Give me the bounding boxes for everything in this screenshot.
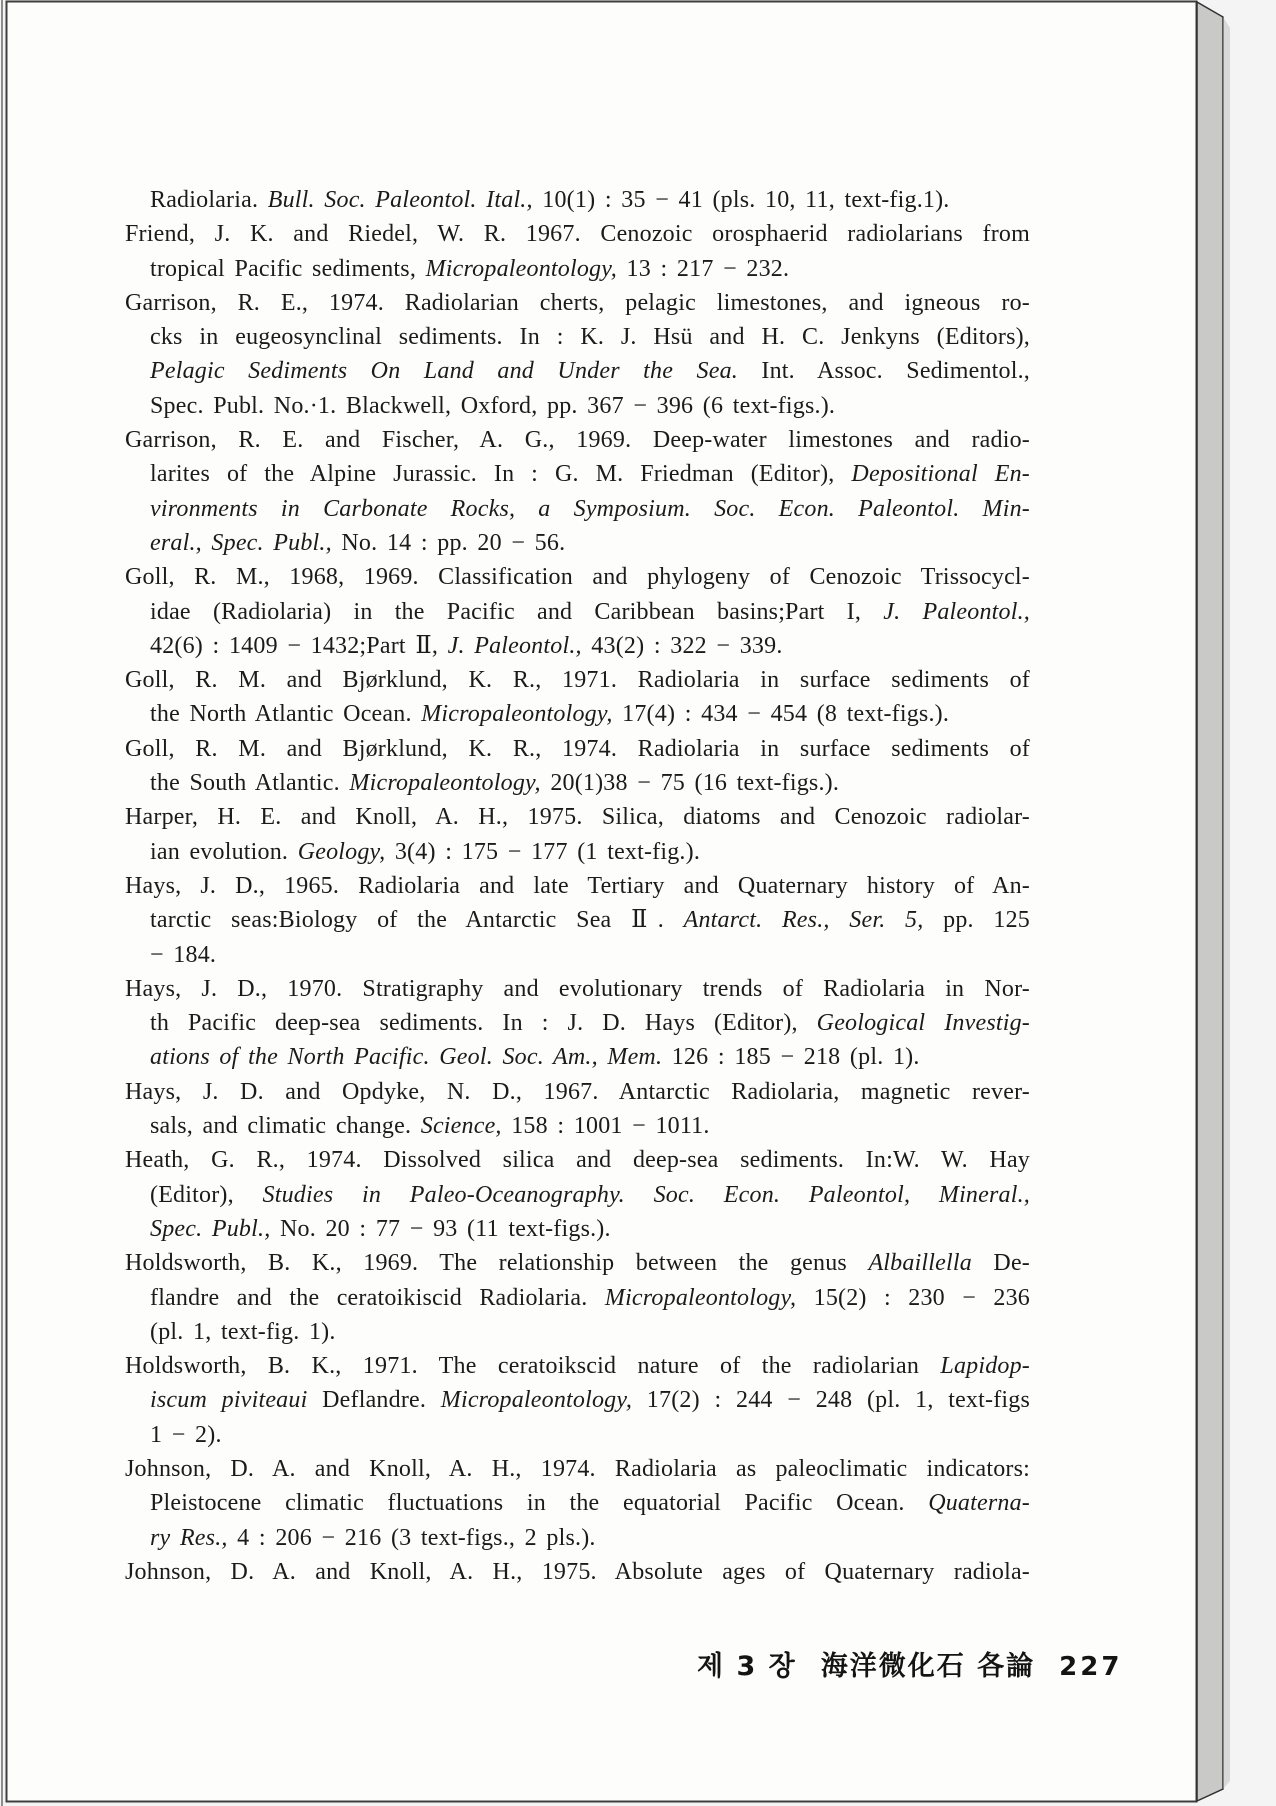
reference-text-italic: Micropaleontology, [421,701,613,728]
reference-text: Pleistocene climatic fluctuations in the equatorial Pacific Ocean. [150,1490,929,1517]
reference-text-italic: J. Paleontol., [883,598,1030,625]
reference-text: Spec. Publ. No.·1. Blackwell, Oxford, pp. 367 − 396 (6 text-figs.). [150,392,836,419]
reference-text-italic: J. Paleontol., [447,632,582,659]
reference-line [125,217,1030,251]
reference-text: No. 20 : 77 − 93 (11 text-figs.). [270,1215,611,1242]
reference-line [125,903,1030,937]
reference-line [125,1383,1030,1417]
reference-text: Friend, J. K. and Riedel, W. R. 1967. Cenozoic orosphaerid radiolarians from [125,221,1030,248]
reference-entry [125,1349,1030,1452]
reference-text: Johnson, D. A. and Knoll, A. H., 1974. Radiolaria as paleoclimatic indicators: [125,1455,1030,1482]
reference-entry [125,972,1030,1075]
reference-text: 3(4) : 175 − 177 (1 text-fig.). [385,838,701,865]
reference-entry [125,183,1030,217]
reference-entry [125,732,1030,801]
reference-entry [125,1555,1030,1589]
reference-text: Heath, G. R., 1974. Dissolved silica and deep-sea sediments. In:W. W. Hay [125,1147,1030,1174]
reference-text: larites of the Alpine Jurassic. In : G. M. Friedman (Editor), [150,461,852,488]
reference-line [125,1521,1030,1555]
reference-text-italic: Micropaleontology, [440,1387,633,1414]
reference-text-italic: vironments in Carbonate Rocks, a Symposium. Soc. Econ. Paleontol. Min- [150,495,1030,522]
reference-line [125,1075,1030,1109]
reference-text: Int. Assoc. Sedimentol., [737,358,1030,385]
reference-entry [125,1075,1030,1144]
reference-text: Radiolaria. [150,187,268,213]
reference-text-italic: Depositional En- [851,461,1030,488]
reference-text-italic: Antarct. Res., Ser. 5, [683,907,924,934]
reference-text: Johnson, D. A. and Knoll, A. H., 1975. Absolute ages of Quaternary radiola- [125,1558,1030,1585]
reference-text: pp. 125 [923,907,1031,934]
references-list [125,183,1030,1589]
reference-text: Holdsworth, B. K., 1971. The ceratoikscid nature of the radiolarian [125,1353,941,1380]
reference-line [125,354,1030,388]
reference-text: the North Atlantic Ocean. [150,701,422,728]
reference-text: 17(2) : 244 − 248 (pl. 1, text-figs [632,1387,1030,1414]
reference-text-italic: Geological Investig- [816,1010,1031,1037]
reference-text-italic: Studies in Paleo-Oceanography. Soc. Econ. Paleontol, Mineral., [262,1181,1030,1208]
reference-line [125,252,1030,286]
reference-text: flandre and the ceratoikiscid Radiolaria. [150,1284,605,1311]
reference-text-italic: Lapidop- [940,1353,1030,1380]
reference-line [125,595,1030,629]
reference-text: idae (Radiolaria) in the Pacific and Caribbean basins;Part I, [150,598,884,625]
reference-text: Goll, R. M. and Bjørklund, K. R., 1974. Radiolaria in surface sediments of [125,735,1030,762]
reference-text: (Editor), [150,1181,263,1208]
reference-text: Goll, R. M. and Bjørklund, K. R., 1971. Radiolaria in surface sediments of [125,667,1030,694]
reference-line [125,492,1030,526]
reference-line [125,389,1030,423]
reference-line [125,457,1030,491]
reference-line [125,1040,1030,1074]
reference-text-italic: Quaterna- [928,1490,1030,1517]
reference-line [125,183,1030,217]
reference-text: cks in eugeosynclinal sediments. In : K. J. Hsü and H. C. Jenkyns (Editors), [150,324,1030,351]
reference-text: Garrison, R. E. and Fischer, A. G., 1969. Deep-water limestones and radio- [125,427,1030,454]
reference-text: Garrison, R. E., 1974. Radiolarian cherts, pelagic limestones, and igneous ro- [125,289,1030,316]
page-footer [697,1644,1122,1683]
reference-line [125,1006,1030,1040]
reference-entry [125,1452,1030,1555]
reference-line [125,423,1030,457]
reference-entry [125,560,1030,663]
reference-text: 17(4) : 434 − 454 (8 text-figs.). [612,701,950,728]
reference-text: Hays, J. D., 1970. Stratigraphy and evolutionary trends of Radiolaria in Nor- [125,975,1030,1002]
reference-text: 42(6) : 1409 − 1432;Part Ⅱ, [150,632,448,659]
reference-text: tarctic seas:Biology of the Antarctic Sea Ⅱ. [150,907,684,934]
reference-text: sals, and climatic change. [150,1113,421,1140]
reference-text-italic: Albaillella [868,1250,972,1277]
reference-text-italic: Micropaleontology, [425,255,617,282]
reference-text: Harper, H. E. and Knoll, A. H., 1975. Silica, diatoms and Cenozoic radiolar- [125,804,1030,831]
reference-text: 43(2) : 322 − 339. [581,632,783,659]
reference-line [125,320,1030,354]
reference-text: No. 14 : pp. 20 − 56. [331,529,566,556]
reference-text: 1 − 2). [150,1421,222,1448]
reference-line [125,938,1030,972]
reference-line [125,1452,1030,1486]
reference-line [125,869,1030,903]
reference-text: Goll, R. M., 1968, 1969. Classification and phylogeny of Cenozoic Trissocycl- [125,564,1030,591]
reference-line [125,1555,1030,1589]
reference-line [125,1212,1030,1246]
reference-line [125,1349,1030,1383]
reference-line [125,732,1030,766]
reference-text-italic: Geology, [297,838,386,865]
reference-line [125,697,1030,731]
reference-entry [125,1143,1030,1246]
reference-text: 20(1)38 − 75 (16 text-figs.). [540,770,840,797]
reference-text: − 184. [150,941,217,968]
reference-text-italic: Science, [420,1113,502,1140]
reference-text-italic: eral., Spec. Publ., [150,529,332,556]
reference-text: tropical Pacific sediments, [150,255,426,282]
reference-line [125,629,1030,663]
reference-line [125,1418,1030,1452]
reference-line [125,1143,1030,1177]
reference-line [125,526,1030,560]
reference-text: 15(2) : 230 − 236 [796,1284,1030,1311]
reference-text: ian evolution. [150,838,298,865]
reference-line [125,663,1030,697]
reference-text-italic: Spec. Publ., [150,1215,271,1242]
reference-line [125,766,1030,800]
reference-entry [125,663,1030,732]
reference-text-italic: ations of the North Pacific. Geol. Soc. Am., Mem. [150,1044,663,1071]
reference-text-italic: Micropaleontology, [349,770,541,797]
reference-line [125,1109,1030,1143]
reference-text: (pl. 1, text-fig. 1). [150,1318,336,1345]
reference-line [125,972,1030,1006]
reference-entry [125,1246,1030,1349]
reference-text: 10(1) : 35 − 41 (pls. 10, 11, text-fig.1). [532,187,950,213]
reference-text-italic: iscum piviteaui [150,1387,308,1414]
reference-text: 13 : 217 − 232. [616,255,790,282]
reference-line [125,835,1030,869]
reference-text: Hays, J. D. and Opdyke, N. D., 1967. Antarctic Radiolaria, magnetic rever- [125,1078,1030,1105]
reference-entry [125,217,1030,286]
page-number: 227 [1059,1652,1123,1682]
reference-line [125,1246,1030,1280]
reference-text: the South Atlantic. [150,770,350,797]
reference-line [125,1315,1030,1349]
reference-entry [125,869,1030,972]
reference-text: De- [971,1250,1031,1277]
reference-text-italic: Pelagic Sediments On Land and Under the Sea. [150,358,738,385]
reference-entry [125,423,1030,560]
reference-line [125,800,1030,834]
reference-text-italic: Bull. Soc. Paleontol. Ital., [267,187,533,213]
reference-line [125,1281,1030,1315]
reference-line [125,560,1030,594]
reference-text: Holdsworth, B. K., 1969. The relationship between the genus [125,1250,869,1277]
reference-text: Deflandre. [307,1387,441,1414]
reference-line [125,1178,1030,1212]
reference-text-italic: Micropaleontology, [604,1284,797,1311]
reference-entry [125,286,1030,423]
reference-line [125,286,1030,320]
reference-text: th Pacific deep-sea sediments. In : J. D. Hays (Editor), [150,1010,817,1037]
chapter-label: 제 3 장 [697,1651,797,1682]
reference-text: 4 : 206 − 216 (3 text-figs., 2 pls.). [227,1524,596,1551]
reference-text-italic: ry Res., [150,1524,228,1551]
reference-entry [125,800,1030,869]
reference-text: Hays, J. D., 1965. Radiolaria and late Tertiary and Quaternary history of An- [125,872,1030,899]
reference-text: 126 : 185 − 218 (pl. 1). [662,1044,920,1071]
reference-text: 158 : 1001 − 1011. [501,1113,710,1140]
reference-line [125,1486,1030,1520]
section-title: 海洋微化石 各論 [820,1651,1036,1682]
